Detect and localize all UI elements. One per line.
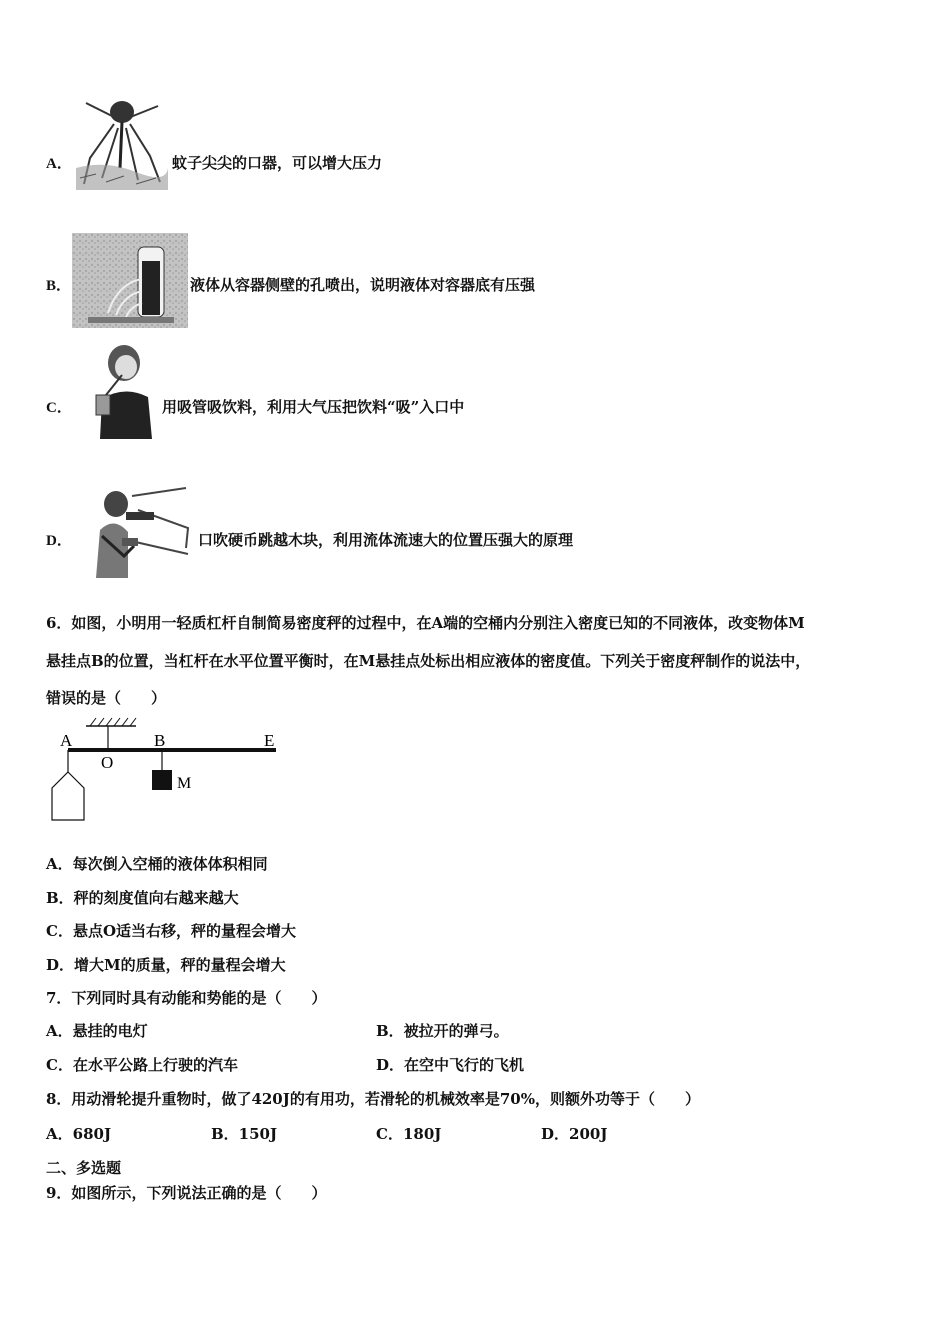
option-b: B．秤的刻度值向右越来越大 [46, 889, 239, 907]
lever-diagram [46, 714, 286, 826]
option-a: A．悬挂的电灯 [46, 1022, 148, 1040]
label-o: O [101, 753, 114, 772]
mosquito-picture [76, 98, 168, 190]
boy-straw-picture [84, 341, 158, 439]
option-c: C．在水平公路上行驶的汽车 [46, 1056, 238, 1074]
label-m: M [177, 775, 192, 792]
option-label: C． [46, 400, 72, 416]
container-jet-picture [72, 233, 188, 328]
option-a: A．每次倒入空桶的液体体积相同 [46, 855, 268, 873]
option-label: A． [46, 156, 72, 172]
label-e: E [264, 731, 275, 750]
option-text: 液体从容器侧壁的孔喷出，说明液体对容器底有压强 [190, 276, 536, 294]
option-text: 用吸管吸饮料，利用大气压把饮料“吸”入口中 [162, 398, 465, 416]
option-label: B． [46, 278, 72, 294]
option-text: 口吹硬币跳越木块，利用流体流速大的位置压强大的原理 [198, 531, 574, 549]
question-stem: 7．下列同时具有动能和势能的是（ ） [46, 989, 327, 1007]
option-a: A．680J [46, 1125, 112, 1143]
option-label: D． [46, 533, 72, 549]
question-stem-line: 悬挂点B的位置，当杠杆在水平位置平衡时，在M悬挂点处标出相应液体的密度值。下列关于密度秤制作的说法中， [46, 652, 811, 670]
ceiling-hatch [90, 718, 136, 726]
option-d: D．增大M的质量，秤的量程会增大 [46, 956, 286, 974]
blow-coin-picture [78, 486, 190, 578]
empty-bucket [52, 772, 84, 820]
question-stem-line: 错误的是（ ） [46, 689, 167, 707]
option-text: 蚊子尖尖的口器，可以增大压力 [172, 154, 383, 172]
option-c: C．悬点O适当右移，秤的量程会增大 [46, 922, 297, 940]
option-b: B．150J [211, 1125, 278, 1143]
question-stem-line: 6．如图，小明用一轻质杠杆自制简易密度秤的过程中，在A端的空桶内分别注入密度已知的不同液体，改变物体M [46, 614, 805, 632]
weight-m [152, 770, 172, 790]
label-a: A [60, 731, 73, 750]
label-b: B [154, 731, 166, 750]
option-b: B．被拉开的弹弓。 [376, 1022, 509, 1040]
option-d: D．200J [541, 1125, 608, 1143]
question-9-stem: 9．如图所示，下列说法正确的是（ ） [46, 1184, 327, 1202]
section-heading: 二、多选题 [46, 1159, 122, 1177]
question-stem: 8．用动滑轮提升重物时，做了420J的有用功，若滑轮的机械效率是70%，则额外功等于（ ） [46, 1090, 700, 1108]
option-c: C．180J [376, 1125, 442, 1143]
option-d: D．在空中飞行的飞机 [376, 1056, 525, 1074]
